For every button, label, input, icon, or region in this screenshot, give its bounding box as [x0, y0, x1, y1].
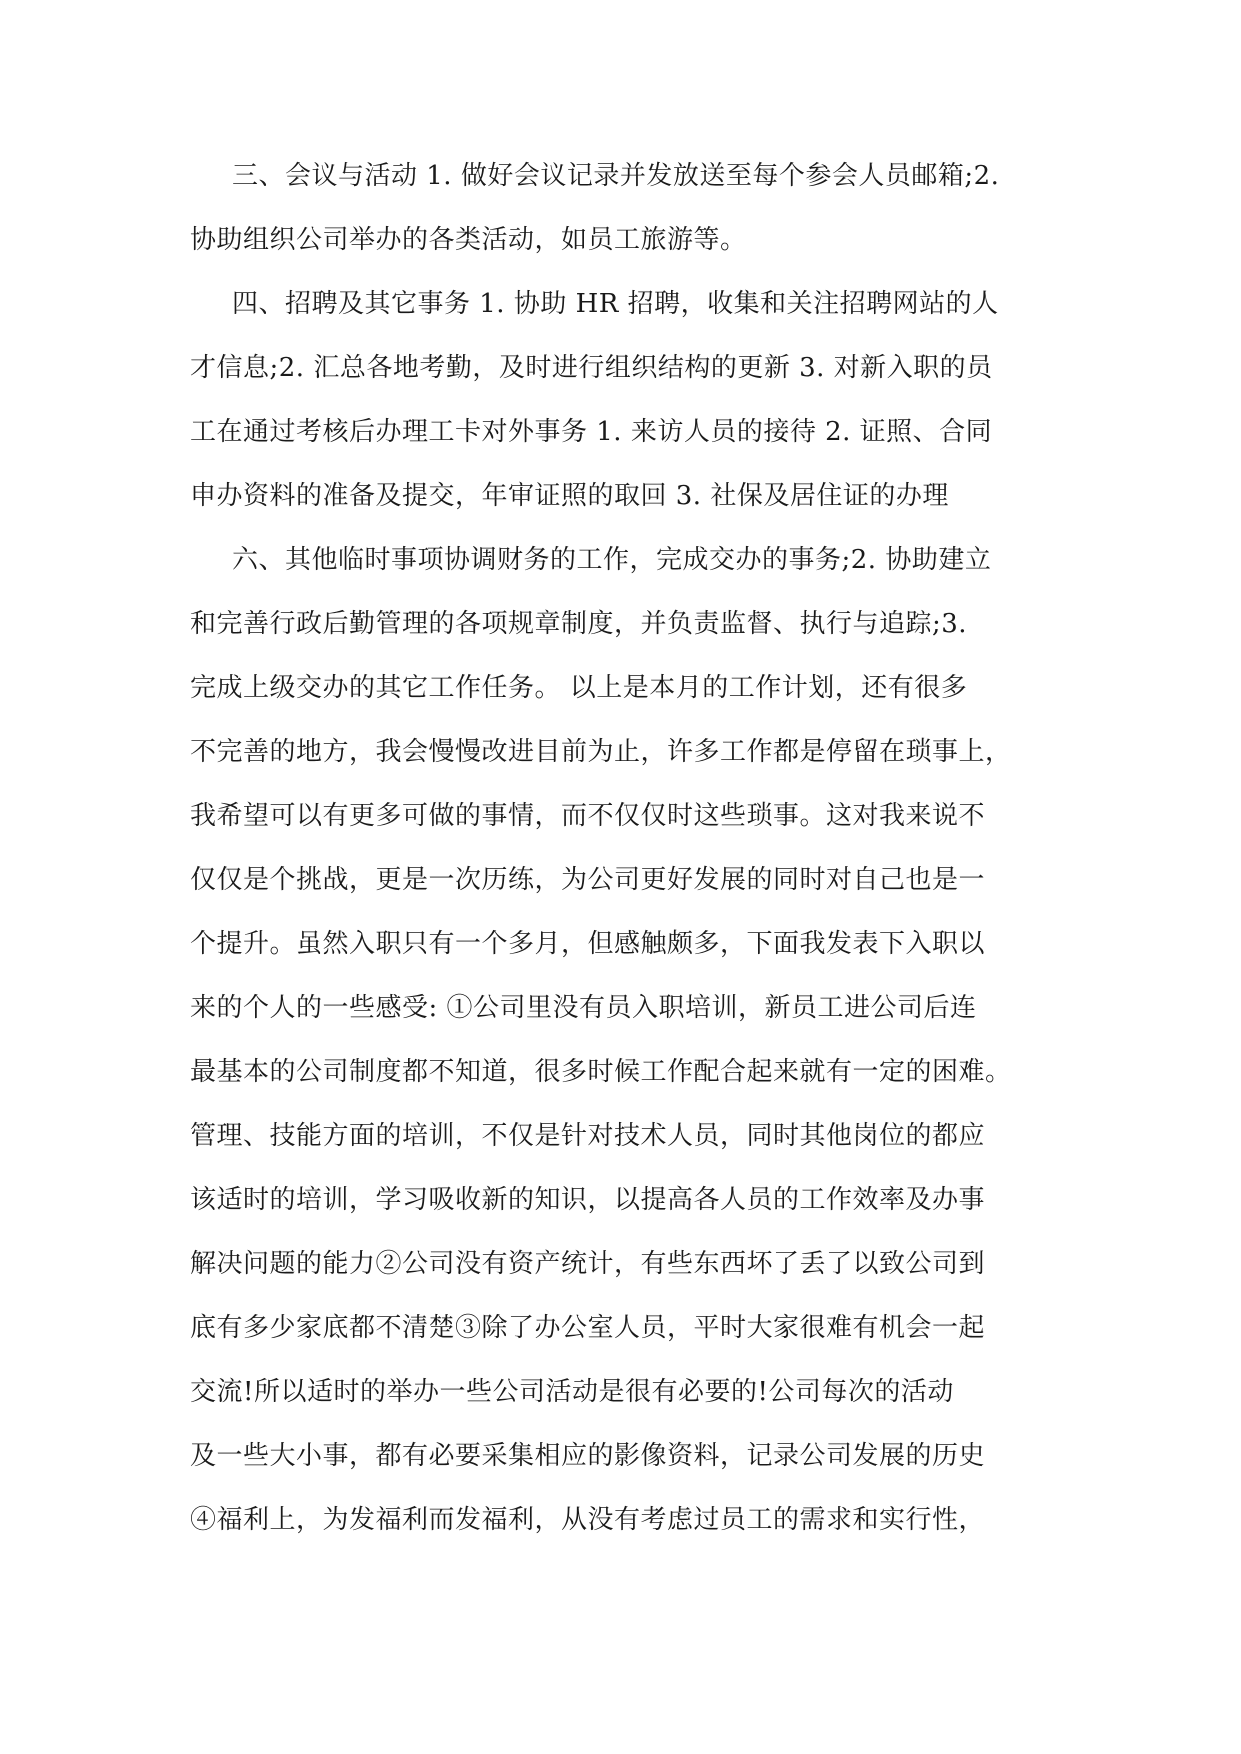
text-line: 和完善行政后勤管理的各项规章制度，并负责监督、执行与追踪;3.: [190, 609, 968, 639]
text-line: 六、其他临时事项协调财务的工作，完成交办的事务;2. 协助建立: [232, 545, 992, 575]
paragraph-other-matters: [190, 544, 1060, 1536]
paragraph-meetings: [190, 160, 1060, 256]
text-line: 协助组织公司举办的各类活动，如员工旅游等。: [190, 225, 747, 255]
text-line: 及一些大小事，都有必要采集相应的影像资料，记录公司发展的历史: [190, 1441, 986, 1471]
text-line: 来的个人的一些感受: ①公司里没有员入职培训，新员工进公司后连: [190, 993, 977, 1023]
text-line: 最基本的公司制度都不知道，很多时候工作配合起来就有一定的困难。: [190, 1057, 1012, 1087]
text-line: 解决问题的能力②公司没有资产统计，有些东西坏了丢了以致公司到: [190, 1249, 986, 1279]
text-line: 仅仅是个挑战，更是一次历练，为公司更好发展的同时对自己也是一: [190, 865, 986, 895]
text-line: 申办资料的准备及提交，年审证照的取回 3. 社保及居住证的办理: [190, 481, 949, 511]
text-line: 底有多少家底都不清楚③除了办公室人员，平时大家很难有机会一起: [190, 1313, 986, 1343]
text-line: ④福利上，为发福利而发福利，从没有考虑过员工的需求和实行性，: [190, 1505, 986, 1535]
text-line: 个提升。虽然入职只有一个多月，但感触颇多，下面我发表下入职以: [190, 929, 986, 959]
text-line: 四、招聘及其它事务 1. 协助 HR 招聘，收集和关注招聘网站的人: [232, 289, 999, 319]
text-line: 才信息;2. 汇总各地考勤，及时进行组织结构的更新 3. 对新入职的员: [190, 353, 993, 383]
text-line: 完成上级交办的其它工作任务。 以上是本月的工作计划，还有很多: [190, 673, 968, 703]
text-line: 不完善的地方，我会慢慢改进目前为止，许多工作都是停留在琐事上，: [190, 737, 1012, 767]
text-line: 管理、技能方面的培训，不仅是针对技术人员，同时其他岗位的都应: [190, 1121, 986, 1151]
text-line: 我希望可以有更多可做的事情，而不仅仅时这些琐事。这对我来说不: [190, 801, 986, 831]
text-line: 交流!所以适时的举办一些公司活动是很有必要的!公司每次的活动: [190, 1377, 954, 1407]
paragraph-recruitment: [190, 288, 1060, 512]
text-line: 该适时的培训，学习吸收新的知识，以提高各人员的工作效率及办事: [190, 1185, 986, 1215]
text-line: 工在通过考核后办理工卡对外事务 1. 来访人员的接待 2. 证照、合同: [190, 417, 993, 447]
document-body: [190, 160, 1060, 1568]
text-line: 三、会议与活动 1. 做好会议记录并发放送至每个参会人员邮箱;2.: [232, 161, 1000, 191]
